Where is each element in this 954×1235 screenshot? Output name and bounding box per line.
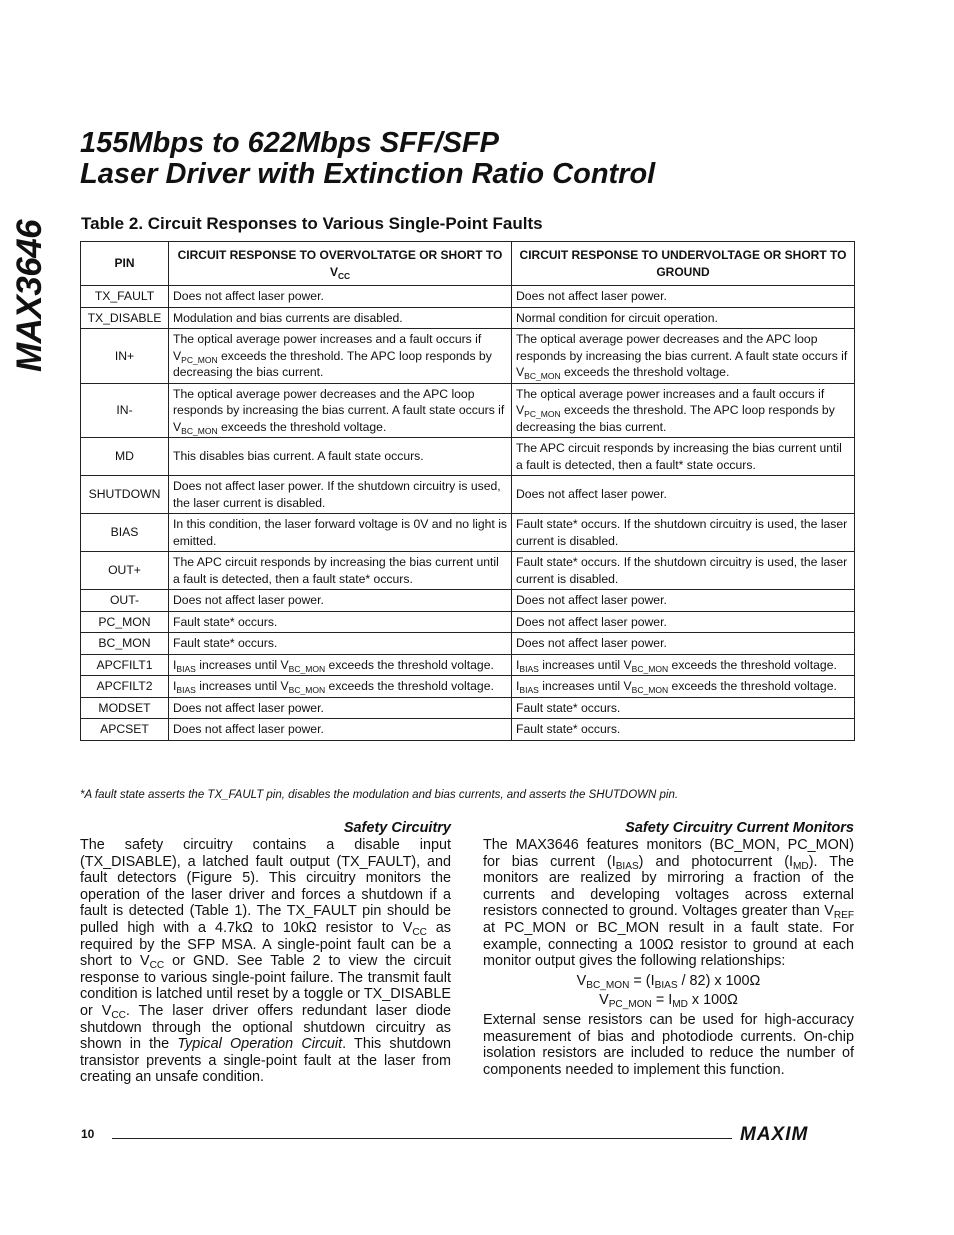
table-footnote: *A fault state asserts the TX_FAULT pin, disables the modulation and bias currents, and asserts the SHUTDOWN pin. bbox=[80, 789, 679, 801]
pin-cell: MD bbox=[81, 438, 169, 476]
overvoltage-cell: In this condition, the laser forward voltage is 0V and no light is emitted. bbox=[169, 514, 512, 552]
pin-cell: IN+ bbox=[81, 329, 169, 384]
title-line-2: Laser Driver with Extinction Ratio Control bbox=[80, 158, 656, 190]
page-title bbox=[80, 128, 880, 190]
section-heading-safety-circuitry: Safety Circuitry bbox=[343, 820, 451, 836]
table-row bbox=[81, 611, 855, 633]
header-pin: PIN bbox=[81, 242, 169, 286]
table-row bbox=[81, 383, 855, 438]
section-heading-current-monitors: Safety Circuitry Current Monitors bbox=[625, 820, 854, 836]
overvoltage-cell: Fault state* occurs. bbox=[169, 633, 512, 655]
fault-response-table bbox=[80, 241, 855, 741]
pin-cell: TX_DISABLE bbox=[81, 307, 169, 329]
pin-cell: OUT+ bbox=[81, 552, 169, 590]
table-row bbox=[81, 676, 855, 698]
undervoltage-cell: Does not affect laser power. bbox=[512, 611, 855, 633]
overvoltage-cell: The APC circuit responds by increasing the bias current until a fault is detected, then a fault state* occurs. bbox=[169, 552, 512, 590]
page-number: 10 bbox=[81, 1127, 95, 1141]
undervoltage-cell: Fault state* occurs. bbox=[512, 719, 855, 741]
table-row bbox=[81, 552, 855, 590]
table-row bbox=[81, 438, 855, 476]
header-overvoltage: CIRCUIT RESPONSE TO OVERVOLTATGE OR SHORT TO $V_{CC}$ bbox=[169, 242, 512, 286]
title-line-1: 155Mbps to 622Mbps SFF/SFP bbox=[80, 127, 499, 159]
current-monitors-body-1: The MAX3646 features monitors (BC_MON, PC_MON) for bias current $(I_{BIAS})$ and photocurrent $(I_{MD})$. The monitors are realized by mirroring a fraction of the currents and developing voltages across external resistors connected to ground. Voltages greater than $V_{REF}$ at PC_MON or BC_MON result in a fault state. For example, connecting a 100Ω resistor to ground at each monitor output gives the following relationships: bbox=[483, 837, 854, 970]
undervoltage-cell: Does not affect laser power. bbox=[512, 286, 855, 308]
undervoltage-cell: Normal condition for circuit operation. bbox=[512, 307, 855, 329]
overvoltage-cell: The optical average power increases and a fault occurs if $V_{PC\_MON}$ exceeds the threshold. The APC loop responds by decreasing the bias current. bbox=[169, 329, 512, 384]
table-row bbox=[81, 719, 855, 741]
undervoltage-cell: Does not affect laser power. bbox=[512, 476, 855, 514]
current-monitors-body-2: External sense resistors can be used for high-accuracy measurement of bias and photodiode currents. On-chip isolation resistors are included to reduce the number of components needed to implement this function. bbox=[483, 1011, 854, 1078]
safety-circuitry-body: The safety circuitry contains a disable input (TX_DISABLE), a latched fault output (TX_FAULT), and fault detectors (Figure 5). This circuitry monitors the operation of the laser driver and forces a shutdown if a fault is detected (Table 1). The TX_FAULT pin should be pulled high with a 4.7kΩ to 10kΩ resistor to $V_{CC}$ as required by the SFP MSA. A single-point fault can be a short to $V_{CC}$ or GND. See Table 2 to view the circuit response to various single-point failure. The transmit fault condition is latched until reset by a toggle or TX_DISABLE or $V_{CC}$. The laser driver offers redundant laser diode shutdown through the optional shutdown circuitry as shown in the Typical Operation Circuit. This shutdown transistor prevents a single-point fault at the laser from creating an unsafe condition. bbox=[80, 837, 452, 1086]
overvoltage-cell: Does not affect laser power. bbox=[169, 286, 512, 308]
table-row bbox=[81, 329, 855, 384]
pin-cell: PC_MON bbox=[81, 611, 169, 633]
overvoltage-cell: $I_{BIAS}$ increases until $V_{BC\_MON}$ exceeds the threshold voltage. bbox=[169, 654, 512, 676]
pin-cell: OUT- bbox=[81, 590, 169, 612]
table-row bbox=[81, 633, 855, 655]
overvoltage-cell: This disables bias current. A fault state occurs. bbox=[169, 438, 512, 476]
part-number-side-label: MAX3646 bbox=[10, 219, 49, 372]
pin-cell: BC_MON bbox=[81, 633, 169, 655]
equation-pc-mon: $V_{PC\_MON} = I_{MD}$ x 100Ω bbox=[599, 992, 738, 1011]
overvoltage-cell: Does not affect laser power. bbox=[169, 697, 512, 719]
table-title: Table 2. Circuit Responses to Various Single-Point Faults bbox=[81, 214, 543, 233]
pin-cell: APCFILT1 bbox=[81, 654, 169, 676]
table-row bbox=[81, 286, 855, 308]
table-row bbox=[81, 590, 855, 612]
pin-cell: IN- bbox=[81, 383, 169, 438]
undervoltage-cell: The optical average power increases and a fault occurs if $V_{PC\_MON}$ exceeds the threshold. The APC loop responds by decreasing the bias current. bbox=[512, 383, 855, 438]
overvoltage-cell: Does not affect laser power. bbox=[169, 719, 512, 741]
undervoltage-cell: Fault state* occurs. bbox=[512, 697, 855, 719]
equation-bc-mon: $V_{BC\_MON} = (I_{BIAS} / 82)$ x 100Ω bbox=[576, 972, 761, 991]
pin-cell: APCSET bbox=[81, 719, 169, 741]
pin-cell: MODSET bbox=[81, 697, 169, 719]
table-row bbox=[81, 307, 855, 329]
overvoltage-cell: Does not affect laser power. If the shutdown circuitry is used, the laser current is disabled. bbox=[169, 476, 512, 514]
undervoltage-cell: The APC circuit responds by increasing the bias current until a fault is detected, then a fault* state occurs. bbox=[512, 438, 855, 476]
undervoltage-cell: $I_{BIAS}$ increases until $V_{BC\_MON}$ exceeds the threshold voltage. bbox=[512, 676, 855, 698]
table-row bbox=[81, 654, 855, 676]
overvoltage-cell: $I_{BIAS}$ increases until $V_{BC\_MON}$ exceeds the threshold voltage. bbox=[169, 676, 512, 698]
overvoltage-cell: Does not affect laser power. bbox=[169, 590, 512, 612]
header-undervoltage: CIRCUIT RESPONSE TO UNDERVOLTAGE OR SHORT TO GROUND bbox=[512, 242, 855, 286]
pin-cell: SHUTDOWN bbox=[81, 476, 169, 514]
table-header-row bbox=[81, 242, 855, 286]
undervoltage-cell: Fault state* occurs. If the shutdown circuitry is used, the laser current is disabled. bbox=[512, 514, 855, 552]
safety-circuitry-section bbox=[80, 820, 451, 1086]
overvoltage-cell: Modulation and bias currents are disabled. bbox=[169, 307, 512, 329]
undervoltage-cell: Fault state* occurs. If the shutdown circuitry is used, the laser current is disabled. bbox=[512, 552, 855, 590]
table-row bbox=[81, 476, 855, 514]
pin-cell: TX_FAULT bbox=[81, 286, 169, 308]
maxim-logo: MAXIM bbox=[740, 1124, 809, 1145]
current-monitors-section bbox=[483, 820, 854, 1078]
undervoltage-cell: The optical average power decreases and the APC loop responds by increasing the bias current. A fault state occurs if $V_{BC\_MON}$ exceeds the threshold voltage. bbox=[512, 329, 855, 384]
undervoltage-cell: Does not affect laser power. bbox=[512, 590, 855, 612]
undervoltage-cell: $I_{BIAS}$ increases until $V_{BC\_MON}$ exceeds the threshold voltage. bbox=[512, 654, 855, 676]
footer-rule bbox=[112, 1138, 732, 1139]
table-row bbox=[81, 514, 855, 552]
overvoltage-cell: Fault state* occurs. bbox=[169, 611, 512, 633]
table-row bbox=[81, 697, 855, 719]
overvoltage-cell: The optical average power decreases and the APC loop responds by increasing the bias current. A fault state occurs if $V_{BC\_MON}$ exceeds the threshold voltage. bbox=[169, 383, 512, 438]
undervoltage-cell: Does not affect laser power. bbox=[512, 633, 855, 655]
pin-cell: BIAS bbox=[81, 514, 169, 552]
pin-cell: APCFILT2 bbox=[81, 676, 169, 698]
